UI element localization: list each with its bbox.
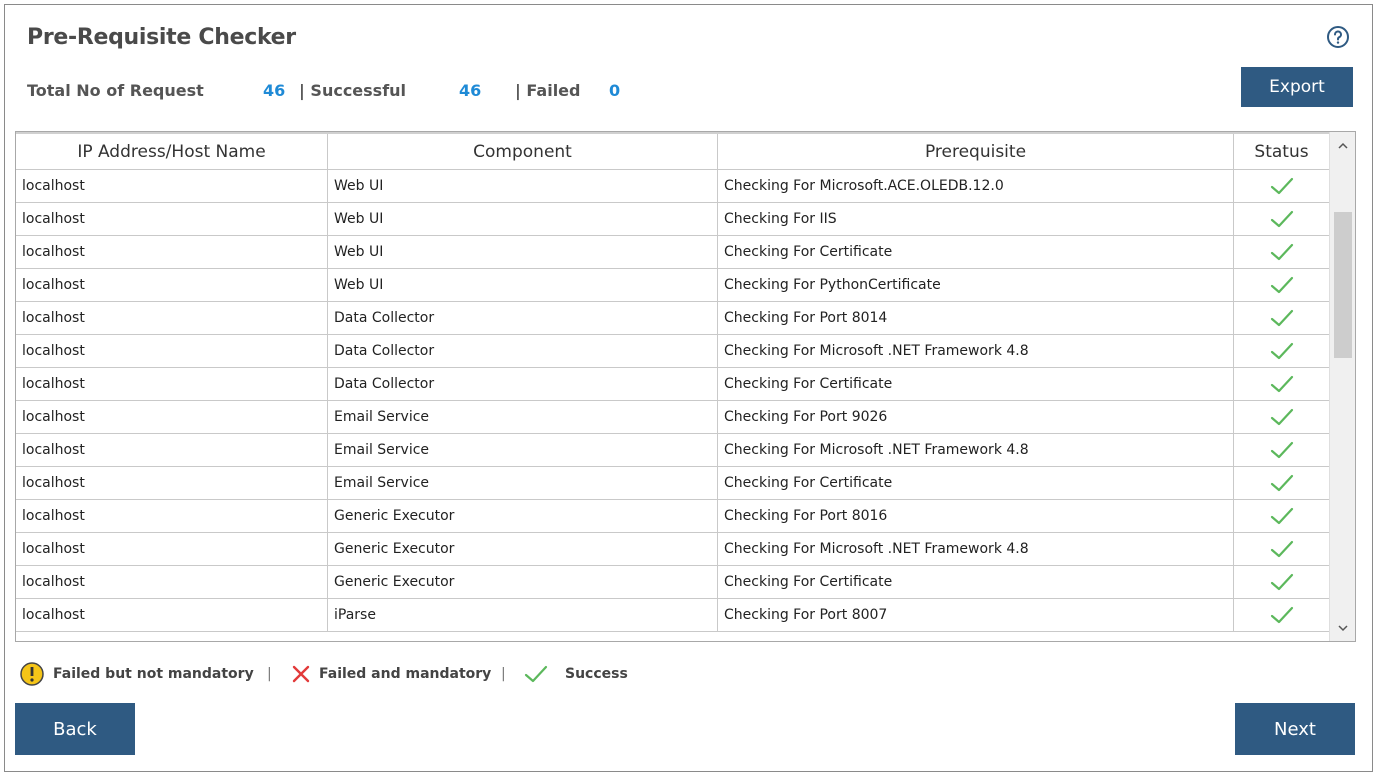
check-icon [1269,406,1295,428]
cell-prerequisite: Checking For Certificate [718,467,1234,499]
column-header-prerequisite[interactable]: Prerequisite [718,134,1234,169]
table-grid [16,132,1329,632]
check-icon [1269,274,1295,296]
cell-component: Data Collector [328,335,718,367]
cell-component: Generic Executor [328,500,718,532]
question-circle-icon[interactable] [1326,25,1350,49]
cell-host: localhost [16,170,328,202]
table-row[interactable] [16,434,1329,467]
successful-label: | Successful [299,81,407,100]
cell-prerequisite: Checking For Microsoft .NET Framework 4.8 [718,335,1234,367]
successful-count: 46 [459,81,482,100]
table-row[interactable] [16,599,1329,632]
page-title: Pre-Requisite Checker [27,25,296,50]
cell-status [1234,599,1329,631]
cell-status [1234,269,1329,301]
check-icon [1269,307,1295,329]
check-icon [1269,175,1295,197]
cell-prerequisite: Checking For IIS [718,203,1234,235]
check-icon [1269,571,1295,593]
table-row[interactable] [16,170,1329,203]
table-row[interactable] [16,302,1329,335]
table-row[interactable] [16,533,1329,566]
check-icon [1269,604,1295,626]
table-row[interactable] [16,500,1329,533]
exclamation-circle-icon [19,661,45,687]
cell-status [1234,236,1329,268]
legend-separator: | [501,666,506,682]
table-row[interactable] [16,269,1329,302]
cell-status [1234,335,1329,367]
cell-host: localhost [16,203,328,235]
cell-component: Data Collector [328,368,718,400]
cell-component: Email Service [328,467,718,499]
total-count: 46 [263,81,286,100]
check-icon [1269,373,1295,395]
cell-component: iParse [328,599,718,631]
cell-prerequisite: Checking For Port 8007 [718,599,1234,631]
cell-host: localhost [16,302,328,334]
cell-prerequisite: Checking For Microsoft .NET Framework 4.8 [718,434,1234,466]
column-header-status[interactable]: Status [1254,141,1309,162]
legend-failed-label: Failed and mandatory [319,666,492,682]
column-header-host[interactable]: IP Address/Host Name [16,134,328,169]
table-row[interactable] [16,335,1329,368]
check-icon [1269,241,1295,263]
scroll-down-arrow-icon[interactable] [1330,617,1355,639]
cell-status [1234,368,1329,400]
failed-label: | Failed [515,81,581,100]
check-icon [1269,538,1295,560]
cell-host: localhost [16,335,328,367]
cell-host: localhost [16,434,328,466]
table-row[interactable] [16,467,1329,500]
cell-component: Web UI [328,269,718,301]
table-row[interactable] [16,368,1329,401]
cell-prerequisite: Checking For Port 8016 [718,500,1234,532]
cell-prerequisite: Checking For Certificate [718,236,1234,268]
check-icon [1269,439,1295,461]
cell-status [1234,500,1329,532]
cell-component: Data Collector [328,302,718,334]
cell-host: localhost [16,533,328,565]
cell-status [1234,401,1329,433]
cell-component: Web UI [328,203,718,235]
cell-host: localhost [16,500,328,532]
cell-host: localhost [16,467,328,499]
check-icon [1269,208,1295,230]
scroll-up-arrow-icon[interactable] [1330,134,1355,156]
cell-component: Web UI [328,170,718,202]
cell-status [1234,170,1329,202]
cell-component: Email Service [328,401,718,433]
check-icon [1269,340,1295,362]
cell-status [1234,533,1329,565]
table-row[interactable] [16,401,1329,434]
cell-status [1234,434,1329,466]
cell-host: localhost [16,269,328,301]
cell-host: localhost [16,236,328,268]
total-label: Total No of Request [27,81,204,100]
column-header-component[interactable]: Component [328,134,718,169]
export-button[interactable]: Export [1241,67,1353,107]
cell-status [1234,467,1329,499]
cell-host: localhost [16,599,328,631]
table-row[interactable] [16,236,1329,269]
legend-warning-label: Failed but not mandatory [53,666,254,682]
prerequisite-table [15,131,1356,642]
table-row[interactable] [16,203,1329,236]
table-scrollbar[interactable] [1329,132,1355,641]
table-row[interactable] [16,566,1329,599]
cell-status [1234,203,1329,235]
cell-component: Email Service [328,434,718,466]
prerequisite-checker-window [4,4,1373,772]
cell-status [1234,302,1329,334]
legend-success-label: Success [565,666,628,682]
cell-component: Web UI [328,236,718,268]
failed-count: 0 [609,81,621,100]
legend-separator: | [267,666,272,682]
cell-component: Generic Executor [328,533,718,565]
cell-prerequisite: Checking For PythonCertificate [718,269,1234,301]
cell-prerequisite: Checking For Port 8014 [718,302,1234,334]
cell-status [1234,566,1329,598]
next-button[interactable]: Next [1235,703,1355,755]
cell-host: localhost [16,401,328,433]
cell-prerequisite: Checking For Microsoft.ACE.OLEDB.12.0 [718,170,1234,202]
cell-prerequisite: Checking For Certificate [718,566,1234,598]
cell-host: localhost [16,368,328,400]
back-button[interactable]: Back [15,703,135,755]
cell-component: Generic Executor [328,566,718,598]
cell-prerequisite: Checking For Port 9026 [718,401,1234,433]
scroll-thumb[interactable] [1334,212,1352,358]
cell-host: localhost [16,566,328,598]
cell-prerequisite: Checking For Certificate [718,368,1234,400]
cross-icon [291,664,311,684]
check-icon [1269,505,1295,527]
check-icon [523,663,549,685]
table-header-row [16,132,1329,170]
check-icon [1269,472,1295,494]
cell-prerequisite: Checking For Microsoft .NET Framework 4.8 [718,533,1234,565]
